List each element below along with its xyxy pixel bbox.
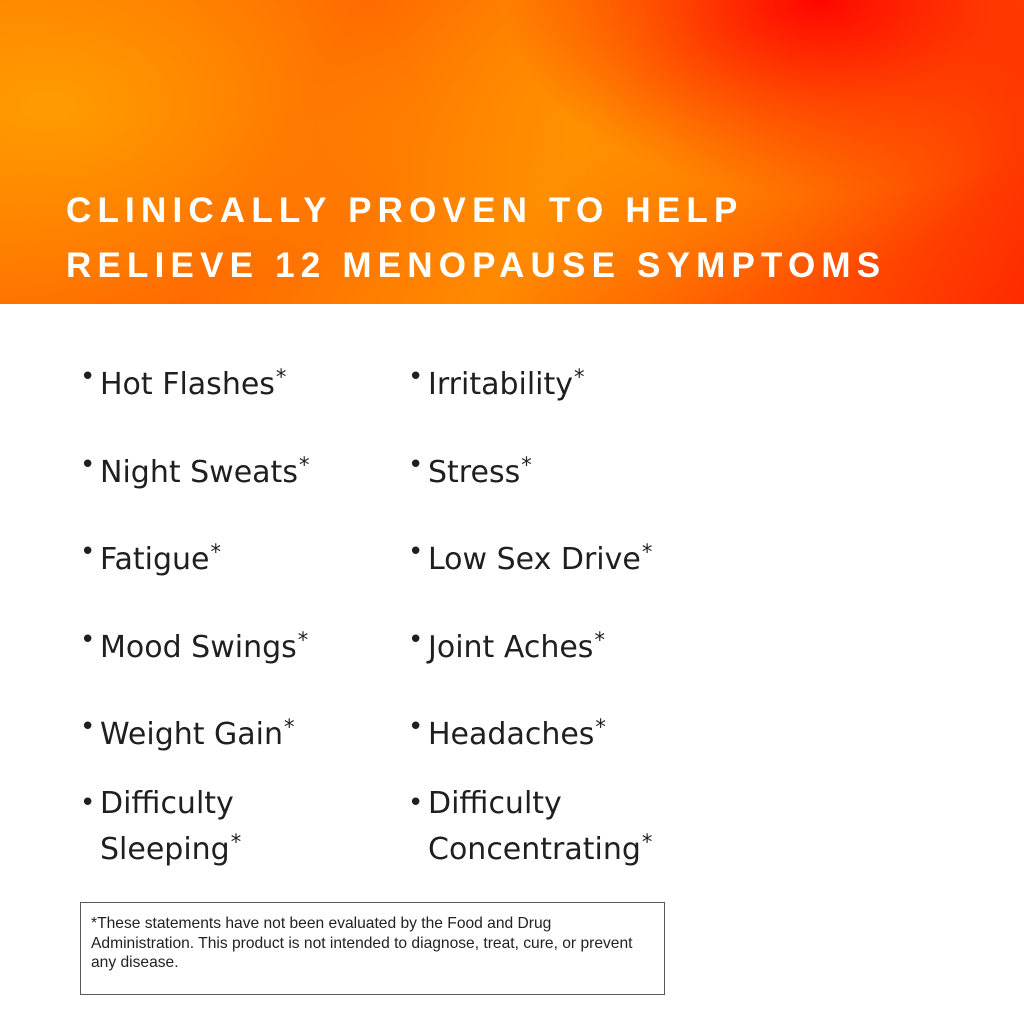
symptom-stress [408, 446, 532, 492]
asterisk-mark: * [297, 628, 309, 652]
bullet-icon: • [408, 788, 424, 818]
symptom-label: Headaches [428, 717, 595, 752]
symptom-headaches [408, 708, 606, 754]
bullet-icon: • [408, 712, 424, 742]
asterisk-mark: * [284, 715, 295, 739]
bullet-icon: • [408, 625, 424, 655]
hero-title-line-1: CLINICALLY PROVEN TO HELP [66, 191, 744, 230]
hero-title-line-2: RELIEVE 12 MENOPAUSE SYMPTOMS [66, 246, 887, 285]
bullet-icon: • [80, 625, 96, 655]
asterisk-mark: * [641, 540, 653, 564]
asterisk-mark: * [595, 715, 606, 739]
symptom-weight-gain [80, 708, 295, 754]
bullet-icon: • [408, 450, 424, 480]
symptom-difficulty-concentrating [408, 784, 652, 869]
symptom-label: Hot Flashes [100, 367, 275, 402]
symptom-label: Joint Aches [428, 630, 594, 665]
symptom-night-sweats [80, 446, 309, 492]
symptom-label: Mood Swings [100, 630, 297, 665]
bullet-icon: • [408, 537, 424, 567]
symptom-label: Low Sex Drive [428, 542, 641, 577]
bullet-icon: • [80, 537, 96, 567]
symptom-label-line-1: Difficulty [100, 786, 234, 821]
symptom-label: Irritability [428, 367, 574, 402]
asterisk-mark: * [210, 540, 221, 564]
bullet-icon: • [408, 362, 424, 392]
asterisk-mark: * [230, 830, 242, 854]
symptom-label: Stress [428, 455, 521, 490]
symptom-hot-flashes [80, 358, 286, 404]
hero-banner [0, 0, 1024, 304]
symptom-difficulty-sleeping [80, 784, 241, 869]
hero-title [66, 183, 1006, 293]
symptom-fatigue [80, 533, 221, 579]
asterisk-mark: * [641, 830, 653, 854]
asterisk-mark: * [574, 365, 585, 389]
symptom-mood-swings [80, 621, 308, 667]
symptom-label: Night Sweats [100, 455, 298, 490]
symptom-label-line-1: Difficulty [428, 786, 562, 821]
asterisk-mark: * [275, 365, 287, 389]
asterisk-mark: * [298, 453, 310, 477]
symptom-label: Weight Gain [100, 717, 284, 752]
asterisk-mark: * [594, 628, 605, 652]
bullet-icon: • [80, 450, 96, 480]
fda-disclaimer-text: *These statements have not been evaluated by the Food and Drug Administration. This product is not intended to diagnose, treat, cure, or prevent any disease. [91, 915, 633, 971]
asterisk-mark: * [521, 453, 532, 477]
symptom-low-sex-drive [408, 533, 652, 579]
symptom-irritability [408, 358, 585, 404]
symptom-joint-aches [408, 621, 605, 667]
symptom-label-line-2: Sleeping [100, 832, 230, 867]
bullet-icon: • [80, 362, 96, 392]
bullet-icon: • [80, 712, 96, 742]
symptom-label: Fatigue [100, 542, 210, 577]
bullet-icon: • [80, 788, 96, 818]
fda-disclaimer-box [80, 902, 665, 995]
symptom-label-line-2: Concentrating [428, 832, 641, 867]
